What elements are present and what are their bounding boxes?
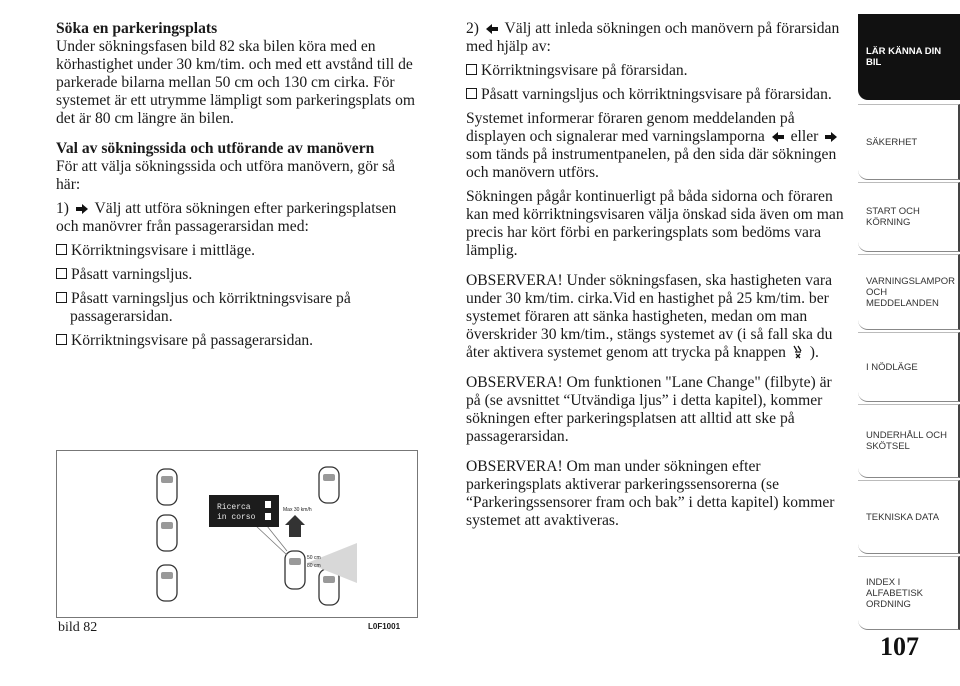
checkbox-icon (56, 268, 67, 279)
heading-side-selection: Val av sökningssida och utförande av manövern (56, 140, 375, 157)
tab-i-nodlage[interactable]: I NÖDLÄGE (858, 332, 960, 402)
left-column (56, 20, 422, 356)
figure-parking-search (56, 450, 418, 618)
svg-text:in corso: in corso (217, 513, 256, 522)
chapter-sidebar (858, 0, 960, 686)
svg-text:Max 30 km/h: Max 30 km/h (283, 507, 312, 513)
bullet-item: Körriktningsvisare på förarsidan. (466, 62, 846, 80)
paragraph-continuous-search: Sökningen pågår kontinuerligt på båda sidorna och föraren kan med körriktningsvisaren välja önskad sida även om man precis har kört förbi en parkeringsplats som bedöms vara lämplig. (466, 188, 844, 259)
page-number: 107 (880, 632, 919, 661)
bullet-item: Påsatt varningsljus. (56, 266, 422, 284)
checkbox-icon (56, 244, 67, 255)
paragraph-search-conditions: Under sökningsfasen bild 82 ska bilen köra med en körhastighet under 30 km/tim. och med ett avstånd till de parkerade bilarna mellan 50 cm och 130 cm cirka. För systemet är ett utrymme lämpligt som parkeringsplats om det är 80 cm längre än bilen. (56, 38, 416, 127)
tab-lar-kanna-din-bil[interactable]: LÄR KÄNNA DIN BIL (858, 14, 960, 100)
right-column (466, 20, 846, 536)
right-arrow-icon (824, 131, 838, 143)
bullet-item: Körriktningsvisare på passagerarsidan. (56, 332, 422, 350)
tab-underhall-och-skotsel[interactable]: UNDERHÅLL OCH SKÖTSEL (858, 404, 960, 478)
step-1 (56, 200, 422, 236)
tab-tekniska-data[interactable]: TEKNISKA DATA (858, 480, 960, 554)
step-2-number: 2) (466, 20, 479, 37)
note-lane-change: OBSERVERA! Om funktionen "Lane Change" (filbyte) är på (se avsnittet “Utvändiga ljus” i detta kapitel), kommer sökningen efter parkeringsplatsen att alltid att ske på passagerarsidan. (466, 374, 832, 445)
paragraph-instructions: För att välja sökningssida och utföra manövern, gör så här: (56, 158, 396, 193)
step-1-text: Välj att utföra sökningen efter parkeringsplatsen och manövrer från passagerarsidan med: (56, 200, 397, 235)
tab-start-och-korning[interactable]: START OCH KÖRNING (858, 182, 960, 252)
svg-text:Ricerca: Ricerca (217, 503, 251, 512)
svg-text:80 cm: 80 cm (307, 563, 321, 569)
heading-search-parking: Söka en parkeringsplats (56, 20, 218, 37)
step-2-text: Välj att inleda sökningen och manövern på förarsidan med hjälp av: (466, 20, 840, 55)
step-1-number: 1) (56, 200, 69, 217)
paragraph-system-info: Systemet informerar föraren genom meddelanden på displayen och signalerar med varningslamporna eller som tänds på instrumentpanelen, på den sida där sökningen och manövern utförs. (466, 110, 837, 181)
figure-code: L0F1001 (368, 622, 401, 631)
checkbox-icon (56, 292, 67, 303)
step-2 (466, 20, 846, 56)
parking-diagram (57, 451, 417, 617)
tab-index[interactable]: INDEX I ALFABETISK ORDNING (858, 556, 960, 630)
checkbox-icon (466, 88, 477, 99)
bullet-item: Påsatt varningsljus och körriktningsvisare på passagerarsidan. (56, 290, 422, 326)
figure-caption: bild 82 (58, 620, 98, 635)
checkbox-icon (466, 64, 477, 75)
note-speed: OBSERVERA! Under sökningsfasen, ska hastigheten vara under 30 km/tim. cirka.Vid en hastighet på 25 km/tim. ber systemet föraren att sänka hastigheten, medan om man överskrider 30 km/tim., stängs systemet av (i så fall ska du åter aktivera systemet genom att trycka på knappen ). (466, 272, 833, 361)
park-assist-button-icon (792, 345, 804, 359)
left-arrow-icon (771, 131, 785, 143)
bullet-item: Påsatt varningsljus och körriktningsvisare på förarsidan. (466, 86, 846, 104)
tab-sakerhet[interactable]: SÄKERHET (858, 104, 960, 180)
right-arrow-icon (75, 203, 89, 215)
bullet-item: Körriktningsvisare i mittläge. (56, 242, 422, 260)
note-parking-sensors: OBSERVERA! Om man under sökningen efter parkeringsplats aktiverar parkeringssensorerna (se “Parkeringssensorer fram och bak” i detta kapitel) kommer systemet att avaktiveras. (466, 458, 835, 529)
checkbox-icon (56, 334, 67, 345)
svg-text:50 cm: 50 cm (307, 555, 321, 561)
left-arrow-icon (485, 23, 499, 35)
tab-varningslampor[interactable]: VARNINGSLAMPOR OCH MEDDELANDEN (858, 254, 960, 330)
